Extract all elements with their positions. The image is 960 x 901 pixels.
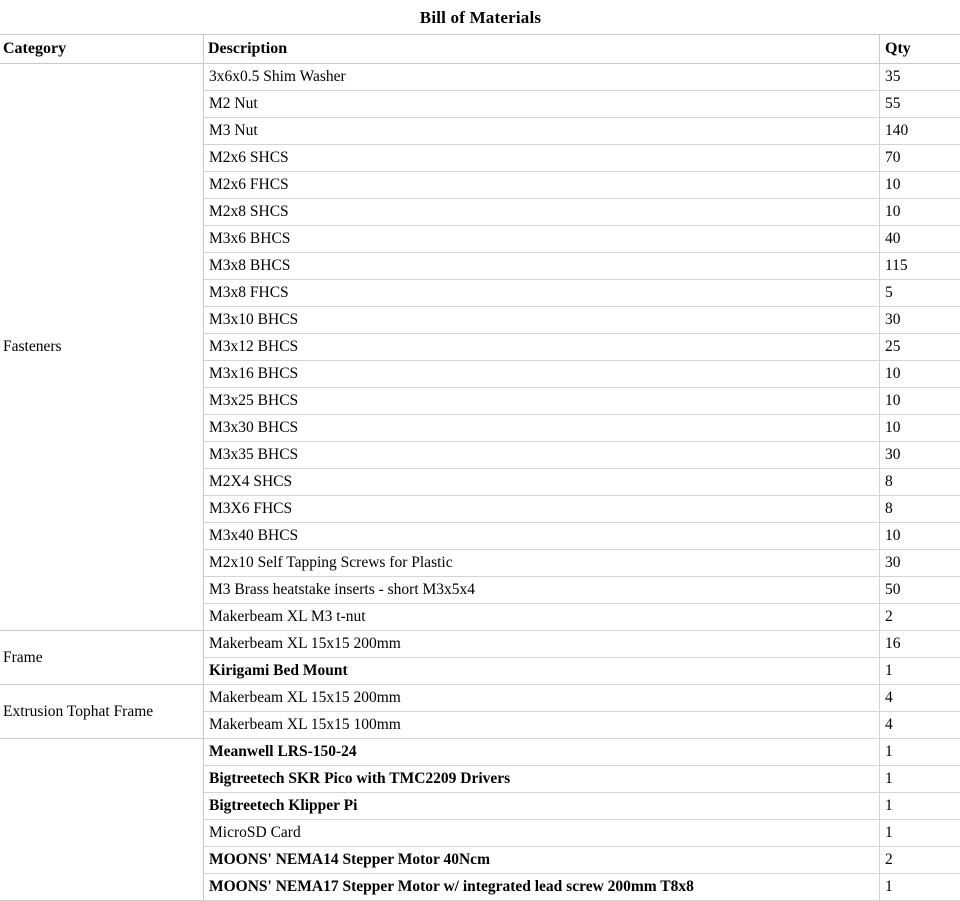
description-cell: M3x25 BHCS [204, 388, 880, 415]
qty-cell: 30 [880, 550, 960, 577]
qty-cell: 115 [880, 253, 960, 280]
qty-cell: 10 [880, 415, 960, 442]
description-cell: M3 Nut [204, 118, 880, 145]
description-cell: M3 Brass heatstake inserts - short M3x5x4 [204, 577, 880, 604]
qty-cell: 140 [880, 118, 960, 145]
description-cell: Makerbeam XL 15x15 200mm [204, 631, 880, 658]
description-cell: M3x10 BHCS [204, 307, 880, 334]
description-cell: Makerbeam XL 15x15 100mm [204, 712, 880, 739]
description-cell: Kirigami Bed Mount [204, 658, 880, 685]
description-cell: 3x6x0.5 Shim Washer [204, 64, 880, 91]
description-cell: M2x8 SHCS [204, 199, 880, 226]
description-cell: M2X4 SHCS [204, 469, 880, 496]
qty-cell: 16 [880, 631, 960, 658]
qty-cell: 1 [880, 820, 960, 847]
title-row [1, 1, 960, 35]
description-cell: M3x16 BHCS [204, 361, 880, 388]
description-cell: M2 Nut [204, 91, 880, 118]
description-cell: M3x30 BHCS [204, 415, 880, 442]
qty-cell: 10 [880, 172, 960, 199]
qty-cell: 10 [880, 523, 960, 550]
qty-cell: 10 [880, 361, 960, 388]
description-cell: M3x8 FHCS [204, 280, 880, 307]
qty-cell: 10 [880, 388, 960, 415]
qty-cell: 1 [880, 874, 960, 901]
qty-cell: 30 [880, 307, 960, 334]
description-cell: M3x12 BHCS [204, 334, 880, 361]
description-cell: M3x35 BHCS [204, 442, 880, 469]
column-header-qty: Qty [880, 35, 960, 64]
description-cell: MOONS' NEMA14 Stepper Motor 40Ncm [204, 847, 880, 874]
description-cell: Makerbeam XL 15x15 200mm [204, 685, 880, 712]
qty-cell: 35 [880, 64, 960, 91]
qty-cell: 2 [880, 604, 960, 631]
description-cell: M3x8 BHCS [204, 253, 880, 280]
description-cell: M2x6 FHCS [204, 172, 880, 199]
table-row [1, 64, 960, 91]
description-cell: MOONS' NEMA17 Stepper Motor w/ integrated lead screw 200mm T8x8 [204, 874, 880, 901]
description-cell: MicroSD Card [204, 820, 880, 847]
qty-cell: 10 [880, 199, 960, 226]
description-cell: M3x40 BHCS [204, 523, 880, 550]
qty-cell: 25 [880, 334, 960, 361]
category-cell [1, 739, 204, 901]
category-cell: Extrusion Tophat Frame [1, 685, 204, 739]
qty-cell: 8 [880, 469, 960, 496]
qty-cell: 1 [880, 739, 960, 766]
qty-cell: 1 [880, 658, 960, 685]
description-cell: Bigtreetech Klipper Pi [204, 793, 880, 820]
qty-cell: 70 [880, 145, 960, 172]
column-header-category: Category [1, 35, 204, 64]
qty-cell: 1 [880, 766, 960, 793]
page-title: Bill of Materials [1, 1, 960, 35]
bom-table-body [1, 1, 960, 901]
qty-cell: 8 [880, 496, 960, 523]
table-row [1, 685, 960, 712]
description-cell: M2x6 SHCS [204, 145, 880, 172]
qty-cell: 2 [880, 847, 960, 874]
column-header-description: Description [204, 35, 880, 64]
qty-cell: 4 [880, 712, 960, 739]
qty-cell: 1 [880, 793, 960, 820]
category-cell: Fasteners [1, 64, 204, 631]
description-cell: Meanwell LRS-150-24 [204, 739, 880, 766]
qty-cell: 40 [880, 226, 960, 253]
description-cell: Makerbeam XL M3 t-nut [204, 604, 880, 631]
qty-cell: 55 [880, 91, 960, 118]
description-cell: M2x10 Self Tapping Screws for Plastic [204, 550, 880, 577]
description-cell: Bigtreetech SKR Pico with TMC2209 Drivers [204, 766, 880, 793]
table-row [1, 739, 960, 766]
qty-cell: 5 [880, 280, 960, 307]
qty-cell: 4 [880, 685, 960, 712]
category-cell: Frame [1, 631, 204, 685]
description-cell: M3x6 BHCS [204, 226, 880, 253]
header-row [1, 35, 960, 64]
qty-cell: 50 [880, 577, 960, 604]
description-cell: M3X6 FHCS [204, 496, 880, 523]
table-row [1, 631, 960, 658]
qty-cell: 30 [880, 442, 960, 469]
